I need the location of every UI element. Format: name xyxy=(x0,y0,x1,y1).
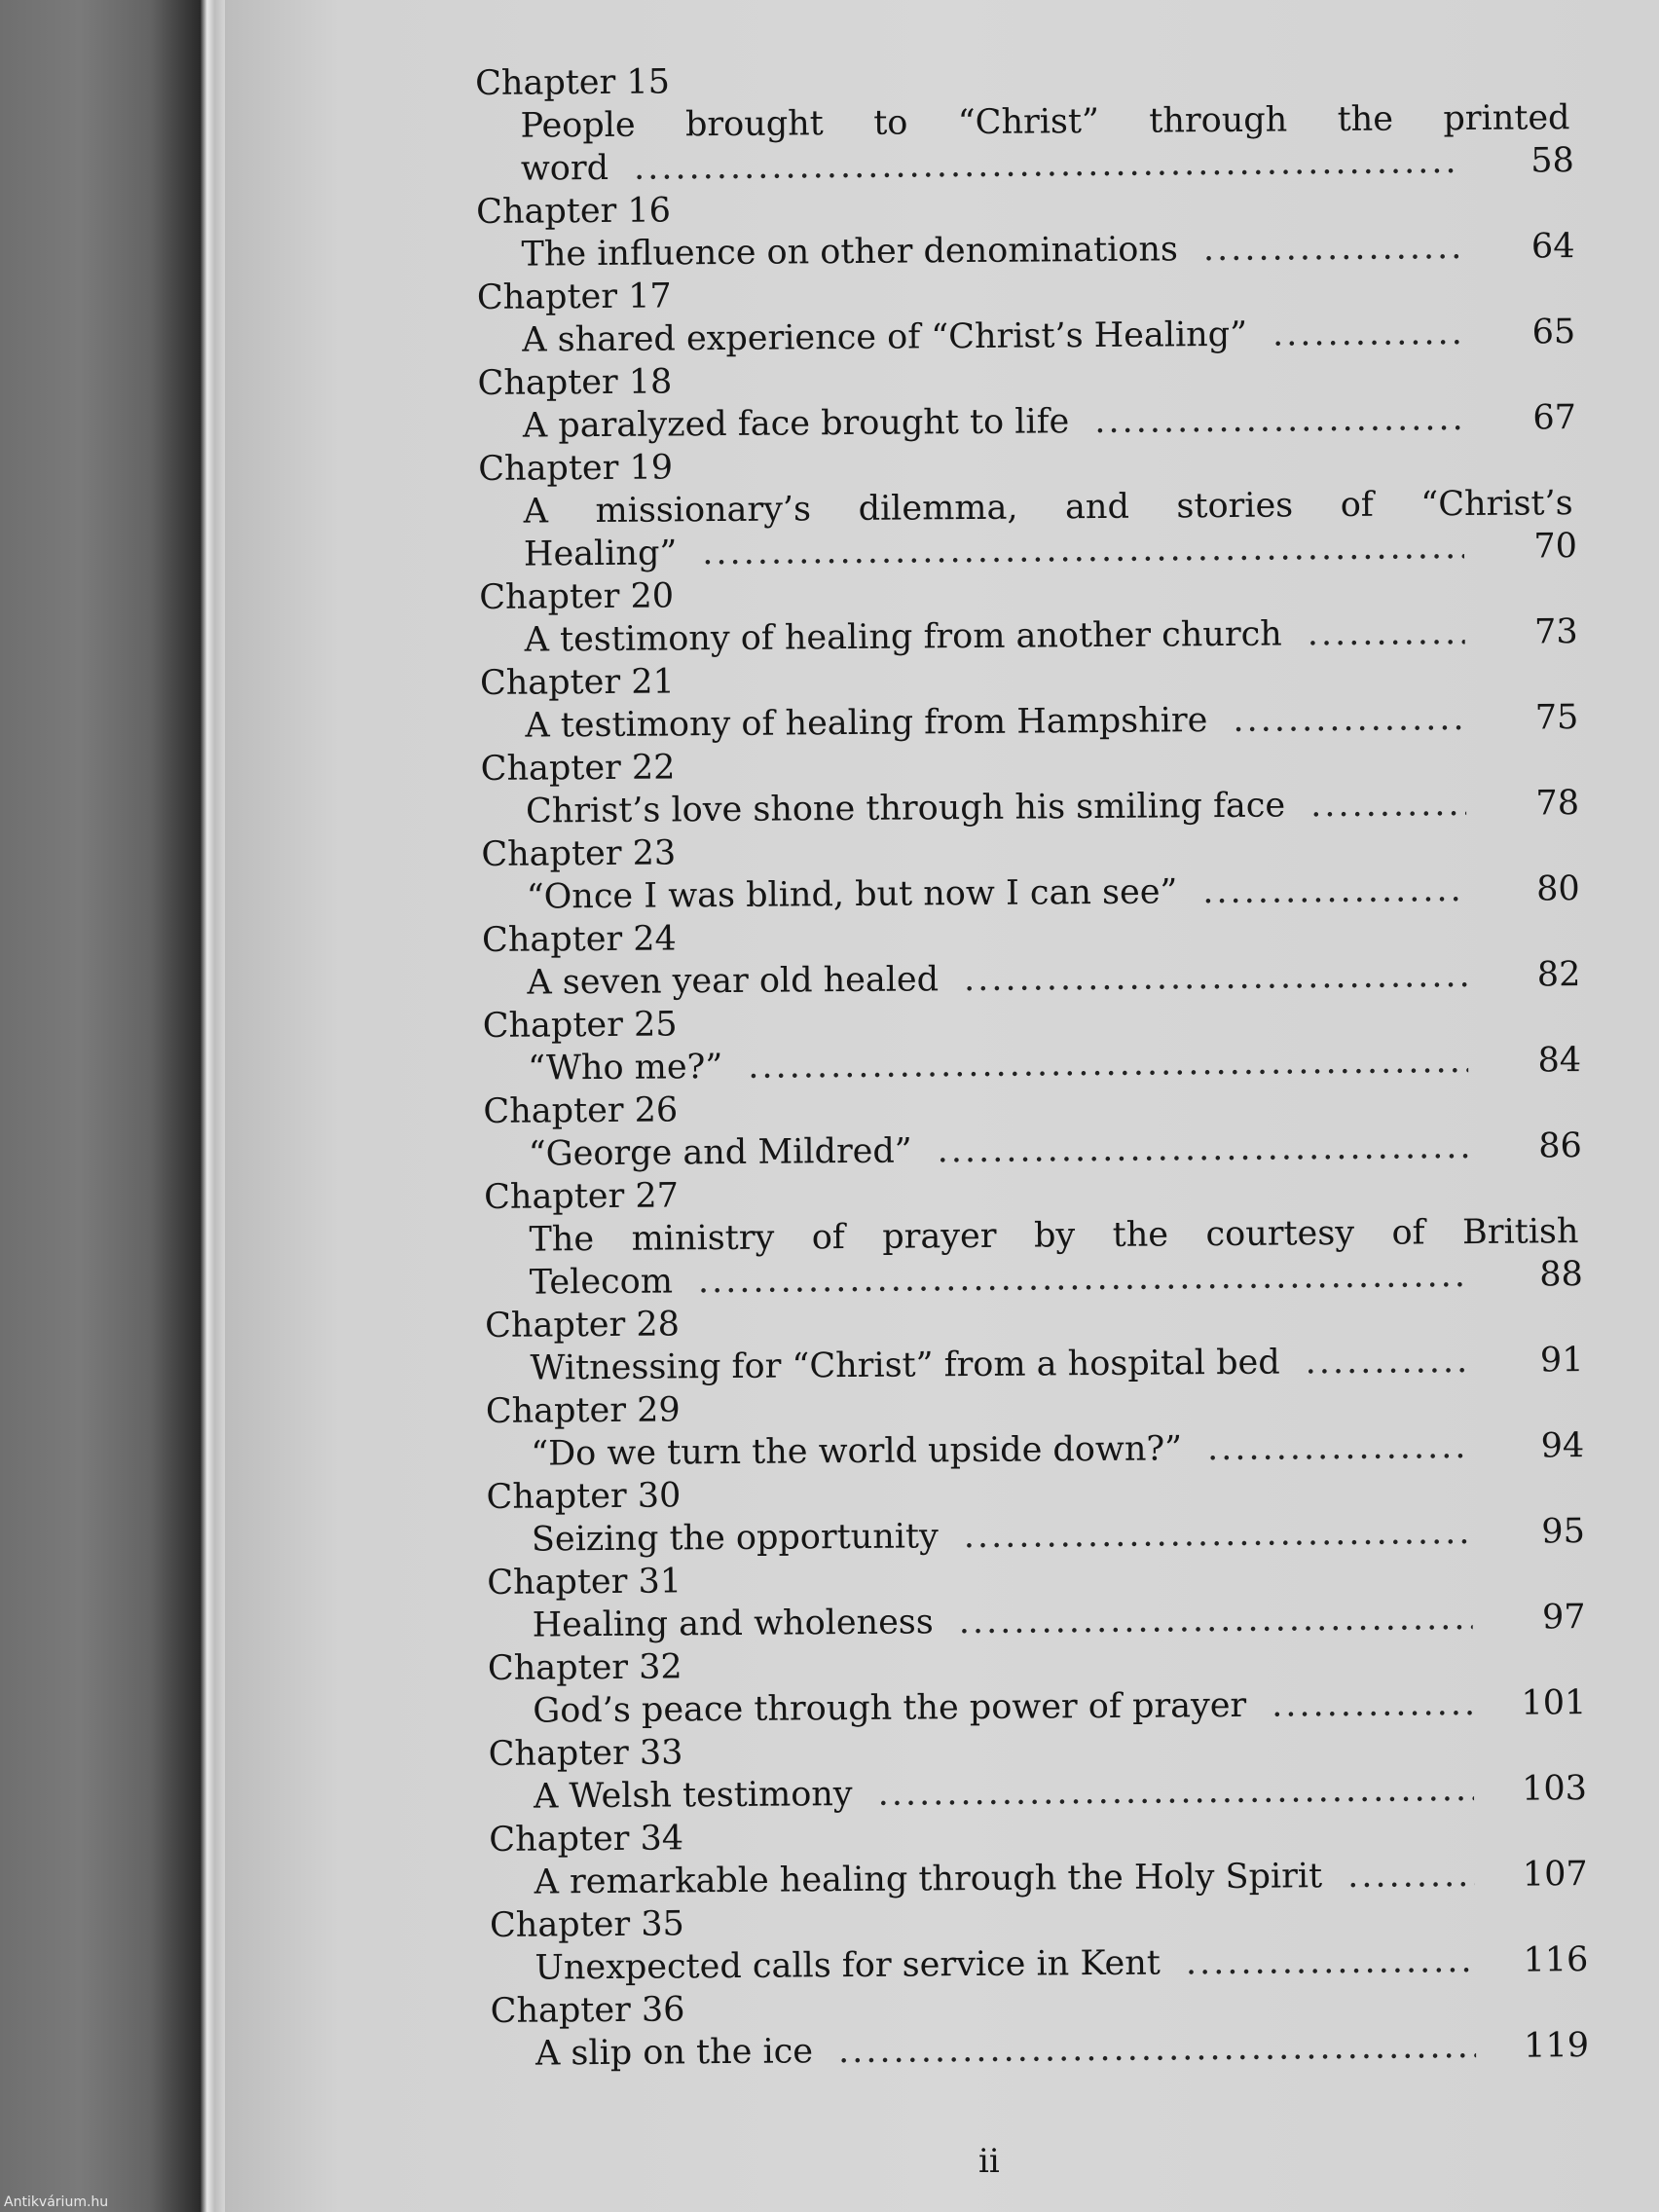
chapter-label: Chapter 24 xyxy=(481,919,678,960)
page-number: 103 xyxy=(1521,1769,1588,1809)
entry-title-row xyxy=(485,1253,1591,1305)
page-number: 88 xyxy=(1539,1255,1583,1295)
page-number: 116 xyxy=(1523,1940,1589,1980)
page-number: 78 xyxy=(1535,784,1580,824)
dot-leader xyxy=(1202,868,1467,913)
entry-title-row xyxy=(482,953,1588,1005)
toc-entry xyxy=(482,910,1589,1005)
toc-entry xyxy=(485,1296,1592,1390)
entry-title: Christ’s love shone through his smiling face xyxy=(525,786,1286,831)
entry-title: The influence on other denominations xyxy=(521,230,1179,275)
toc-entry xyxy=(477,353,1584,448)
dot-leader xyxy=(702,526,1464,574)
dot-leader xyxy=(877,1768,1474,1816)
entry-title-row xyxy=(476,139,1582,191)
page-number: 82 xyxy=(1536,955,1581,995)
chapter-label: Chapter 36 xyxy=(490,1990,685,2031)
dot-leader xyxy=(838,2025,1476,2073)
toc-entry xyxy=(488,1724,1595,1819)
dot-leader xyxy=(938,1125,1469,1172)
toc-entry xyxy=(476,182,1583,276)
entry-title: “Do we turn the world upside down?” xyxy=(531,1429,1183,1474)
entry-title: Witnessing for “Christ” from a hospital bed xyxy=(530,1343,1280,1388)
toc-entry xyxy=(475,54,1582,191)
entry-title-row xyxy=(490,1938,1596,1990)
entry-title-line: A missionary’s dilemma, and stories of “Christ’s xyxy=(523,484,1573,532)
entry-title: A testimony of healing from Hampshire xyxy=(525,701,1208,746)
entry-title-row xyxy=(479,525,1585,576)
chapter-label: Chapter 19 xyxy=(478,448,674,489)
entry-title-row xyxy=(484,1124,1590,1176)
page-number: 97 xyxy=(1541,1598,1586,1638)
entry-title-row xyxy=(478,396,1584,448)
page-number: 119 xyxy=(1524,2026,1590,2066)
chapter-label: Chapter 33 xyxy=(488,1733,683,1774)
entry-title-row xyxy=(483,1039,1589,1090)
chapter-label: Chapter 32 xyxy=(487,1647,682,1688)
entry-title-row xyxy=(477,311,1583,362)
toc-entry xyxy=(490,1896,1597,1990)
entry-title: word xyxy=(520,148,609,189)
page-number: 73 xyxy=(1533,612,1578,652)
toc-entry xyxy=(484,1167,1591,1305)
entry-title: Healing and wholeness xyxy=(532,1603,934,1645)
entry-title-row xyxy=(489,1767,1595,1819)
toc-entry xyxy=(478,439,1585,576)
chapter-label: Chapter 28 xyxy=(485,1305,681,1346)
entry-title-row xyxy=(488,1681,1594,1733)
toc-entry xyxy=(489,1810,1596,1904)
dot-leader xyxy=(634,140,1461,190)
entry-title: God’s peace through the power of prayer xyxy=(533,1685,1247,1731)
chapter-label: Chapter 21 xyxy=(479,662,675,703)
dot-leader xyxy=(1272,312,1463,356)
chapter-label: Chapter 20 xyxy=(479,576,675,617)
page-number: 95 xyxy=(1541,1512,1586,1552)
entry-title-row xyxy=(487,1596,1593,1647)
watermark-text: Antikvárium.hu xyxy=(4,2194,109,2210)
page-folio: ii xyxy=(978,2142,1000,2181)
entry-title: A Welsh testimony xyxy=(533,1775,853,1817)
background-surface xyxy=(0,0,200,2212)
page-edge xyxy=(200,0,225,2212)
entry-title-line: The ministry of prayer by the courtesy of British xyxy=(529,1212,1579,1260)
toc-entry xyxy=(486,1467,1593,1562)
dot-leader xyxy=(1310,783,1466,827)
chapter-label: Chapter 15 xyxy=(475,62,671,103)
chapter-label: Chapter 18 xyxy=(477,362,673,403)
chapter-label: Chapter 29 xyxy=(485,1390,681,1431)
page-number: 64 xyxy=(1530,227,1575,267)
entry-title: “Who me?” xyxy=(527,1048,723,1088)
entry-title: A slip on the ice xyxy=(535,2032,814,2074)
page-number: 75 xyxy=(1534,698,1579,738)
entry-title-row xyxy=(479,610,1585,662)
page-number: 67 xyxy=(1532,398,1577,438)
dot-leader xyxy=(1203,226,1462,271)
dot-leader xyxy=(959,1597,1473,1643)
entry-title-row xyxy=(491,2024,1597,2076)
entry-title: “George and Mildred” xyxy=(528,1131,912,1174)
chapter-label: Chapter 30 xyxy=(486,1476,682,1517)
entry-title: A paralyzed face brought to life xyxy=(522,402,1070,446)
page-number: 58 xyxy=(1530,141,1574,181)
dot-leader xyxy=(1308,611,1465,655)
toc-entry xyxy=(483,996,1590,1090)
entry-title-row xyxy=(480,696,1586,748)
page-number: 70 xyxy=(1533,527,1578,567)
toc-entry xyxy=(481,739,1588,833)
toc-entry xyxy=(479,568,1586,662)
entry-title: Unexpected calls for service in Kent xyxy=(535,1943,1161,1988)
toc-entry xyxy=(480,653,1587,748)
dot-leader xyxy=(1272,1682,1473,1727)
page-number: 107 xyxy=(1522,1855,1588,1895)
dot-leader xyxy=(1094,397,1463,443)
entry-title: Seizing the opportunity xyxy=(531,1517,939,1560)
chapter-label: Chapter 23 xyxy=(481,833,677,874)
entry-title: “Once I was blind, but now I can see” xyxy=(526,872,1178,917)
chapter-label: Chapter 17 xyxy=(476,276,672,317)
chapter-label: Chapter 26 xyxy=(483,1090,679,1131)
page-number: 101 xyxy=(1521,1683,1587,1723)
dot-leader xyxy=(1207,1425,1471,1470)
entry-title: A remarkable healing through the Holy Spirit xyxy=(534,1857,1323,1902)
entry-title-row xyxy=(476,225,1582,276)
page-number: 94 xyxy=(1540,1426,1585,1466)
chapter-label: Chapter 16 xyxy=(476,191,672,232)
dot-leader xyxy=(964,954,1468,1001)
dot-leader xyxy=(1347,1854,1475,1898)
entry-title-row xyxy=(481,782,1587,833)
entry-title-row xyxy=(482,867,1588,919)
page-number: 91 xyxy=(1539,1341,1584,1381)
dot-leader xyxy=(1305,1340,1470,1383)
toc-entry xyxy=(487,1553,1594,1647)
dot-leader xyxy=(698,1254,1470,1303)
entry-title-row xyxy=(486,1424,1592,1476)
chapter-label: Chapter 22 xyxy=(480,748,676,789)
dot-leader xyxy=(1186,1939,1476,1984)
entry-title: Healing” xyxy=(523,534,678,574)
page-number: 65 xyxy=(1531,313,1576,352)
dot-leader xyxy=(748,1040,1468,1088)
dot-leader xyxy=(1233,697,1465,742)
toc-entry xyxy=(488,1639,1595,1733)
chapter-label: Chapter 27 xyxy=(484,1176,680,1217)
toc-entry xyxy=(486,1382,1593,1476)
entry-title: Telecom xyxy=(529,1262,674,1303)
chapter-label: Chapter 25 xyxy=(482,1005,678,1046)
entry-title: A shared experience of “Christ’s Healing” xyxy=(522,314,1248,360)
entry-title-line: People brought to “Christ” through the printed xyxy=(520,98,1570,146)
chapter-label: Chapter 34 xyxy=(489,1819,684,1860)
entry-title-row xyxy=(485,1339,1591,1390)
chapter-label: Chapter 35 xyxy=(489,1904,684,1945)
entry-title-row xyxy=(490,1853,1596,1904)
chapter-label: Chapter 31 xyxy=(487,1562,682,1603)
toc-entry xyxy=(477,268,1584,362)
table-of-contents xyxy=(475,54,1597,2076)
entry-title: A testimony of healing from another church xyxy=(524,614,1282,660)
toc-entry xyxy=(491,1981,1598,2076)
toc-entry xyxy=(481,825,1588,919)
entry-title: A seven year old healed xyxy=(527,960,940,1003)
page-number: 80 xyxy=(1536,869,1580,909)
page-number: 84 xyxy=(1537,1041,1582,1081)
dot-leader xyxy=(964,1511,1472,1558)
page-number: 86 xyxy=(1538,1126,1582,1166)
entry-title-row xyxy=(487,1510,1593,1562)
toc-entry xyxy=(483,1082,1590,1176)
